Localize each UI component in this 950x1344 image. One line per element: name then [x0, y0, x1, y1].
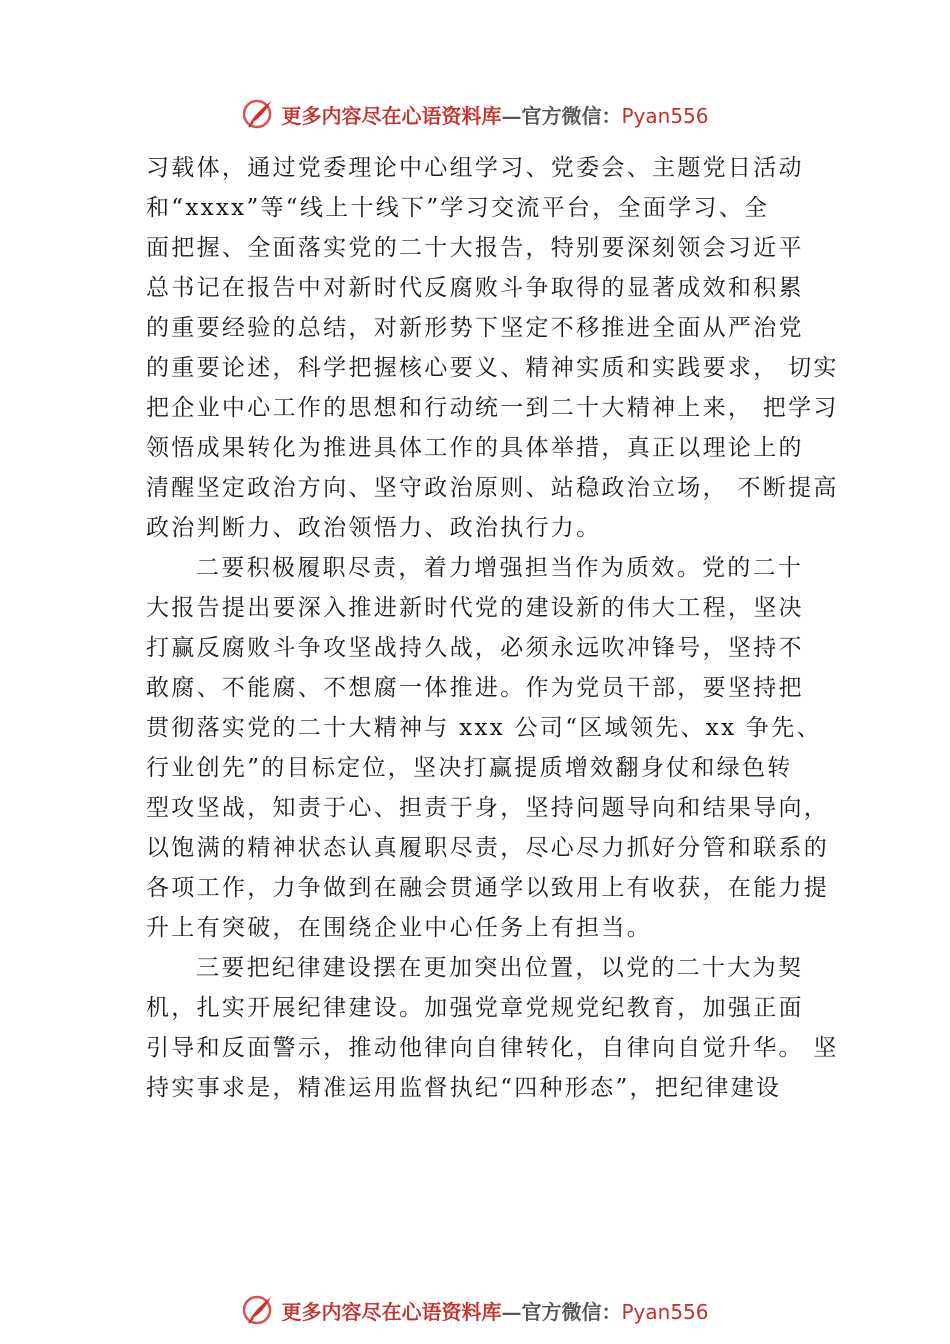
text-line: 习载体，通过党委理论中心组学习、党委会、主题党日活动 [146, 155, 804, 181]
quill-logo-icon [241, 97, 275, 131]
footer-watermark [0, 1290, 950, 1330]
text-line: 升上有突破，在围绕企业中心任务上有担当。 [146, 915, 652, 941]
text-line: 总书记在报告中对新时代反腐败斗争取得的显著成效和积累 [146, 275, 804, 301]
text-line: 三要把纪律建设摆在更加突出位置，以党的二十大为契 [196, 955, 804, 981]
text-line: 型攻坚战，知责于心、担责于身，坚持问题导向和结果导向， [146, 795, 830, 821]
text-line: 引导和反面警示，推动他律向自律转化，自律向自觉升华。 坚 [146, 1035, 839, 1061]
text-line: 行业创先”的目标定位，坚决打赢提质增效翻身仗和绿色转 [146, 755, 793, 781]
text-line: 各项工作，力争做到在融会贯通学以致用上有收获，在能力提 [146, 875, 830, 901]
text-line: 面把握、全面落实党的二十大报告，特别要深刻领会习近平 [146, 235, 804, 261]
text-line: 打赢反腐败斗争攻坚战持久战，必须永远吹冲锋号，坚持不 [146, 635, 804, 661]
text-line: 贯彻落实党的二十大精神与 xxx 公司“区域领先、xx 争先、 [146, 715, 822, 741]
quill-logo-icon [241, 1293, 275, 1327]
text-line: 的重要论述，科学把握核心要义、精神实质和实践要求， 切实 [146, 355, 839, 381]
watermark-text: 更多内容尽在心语资料库—官方微信：Pyan556 [281, 1299, 709, 1324]
text-line: 大报告提出要深入推进新时代党的建设新的伟大工程，坚决 [146, 595, 804, 621]
watermark-text: 更多内容尽在心语资料库—官方微信：Pyan556 [281, 103, 709, 128]
text-line: 持实事求是，精准运用监督执纪“四种形态”，把纪律建设 [146, 1075, 782, 1101]
header-watermark [0, 94, 950, 134]
text-line: 的重要经验的总结，对新形势下坚定不移推进全面从严治党 [146, 315, 804, 341]
text-line: 以饱满的精神状态认真履职尽责，尽心尽力抓好分管和联系的 [146, 835, 830, 861]
text-line: 和“xxxx”等“线上十线下”学习交流平台，全面学习、全 [146, 195, 770, 221]
text-line: 领悟成果转化为推进具体工作的具体举措，真正以理论上的 [146, 435, 804, 461]
text-line: 清醒坚定政治方向、坚守政治原则、站稳政治立场， 不断提高 [146, 475, 839, 501]
text-line: 二要积极履职尽责，着力增强担当作为质效。党的二十 [196, 555, 804, 581]
text-line: 机，扎实开展纪律建设。加强党章党规党纪教育，加强正面 [146, 995, 804, 1021]
text-line: 政治判断力、政治领悟力、政治执行力。 [146, 515, 602, 541]
text-line: 敢腐、不能腐、不想腐一体推进。作为党员干部，要坚持把 [146, 675, 804, 701]
text-line: 把企业中心工作的思想和行动统一到二十大精神上来， 把学习 [146, 395, 839, 421]
document-body [146, 148, 839, 1108]
